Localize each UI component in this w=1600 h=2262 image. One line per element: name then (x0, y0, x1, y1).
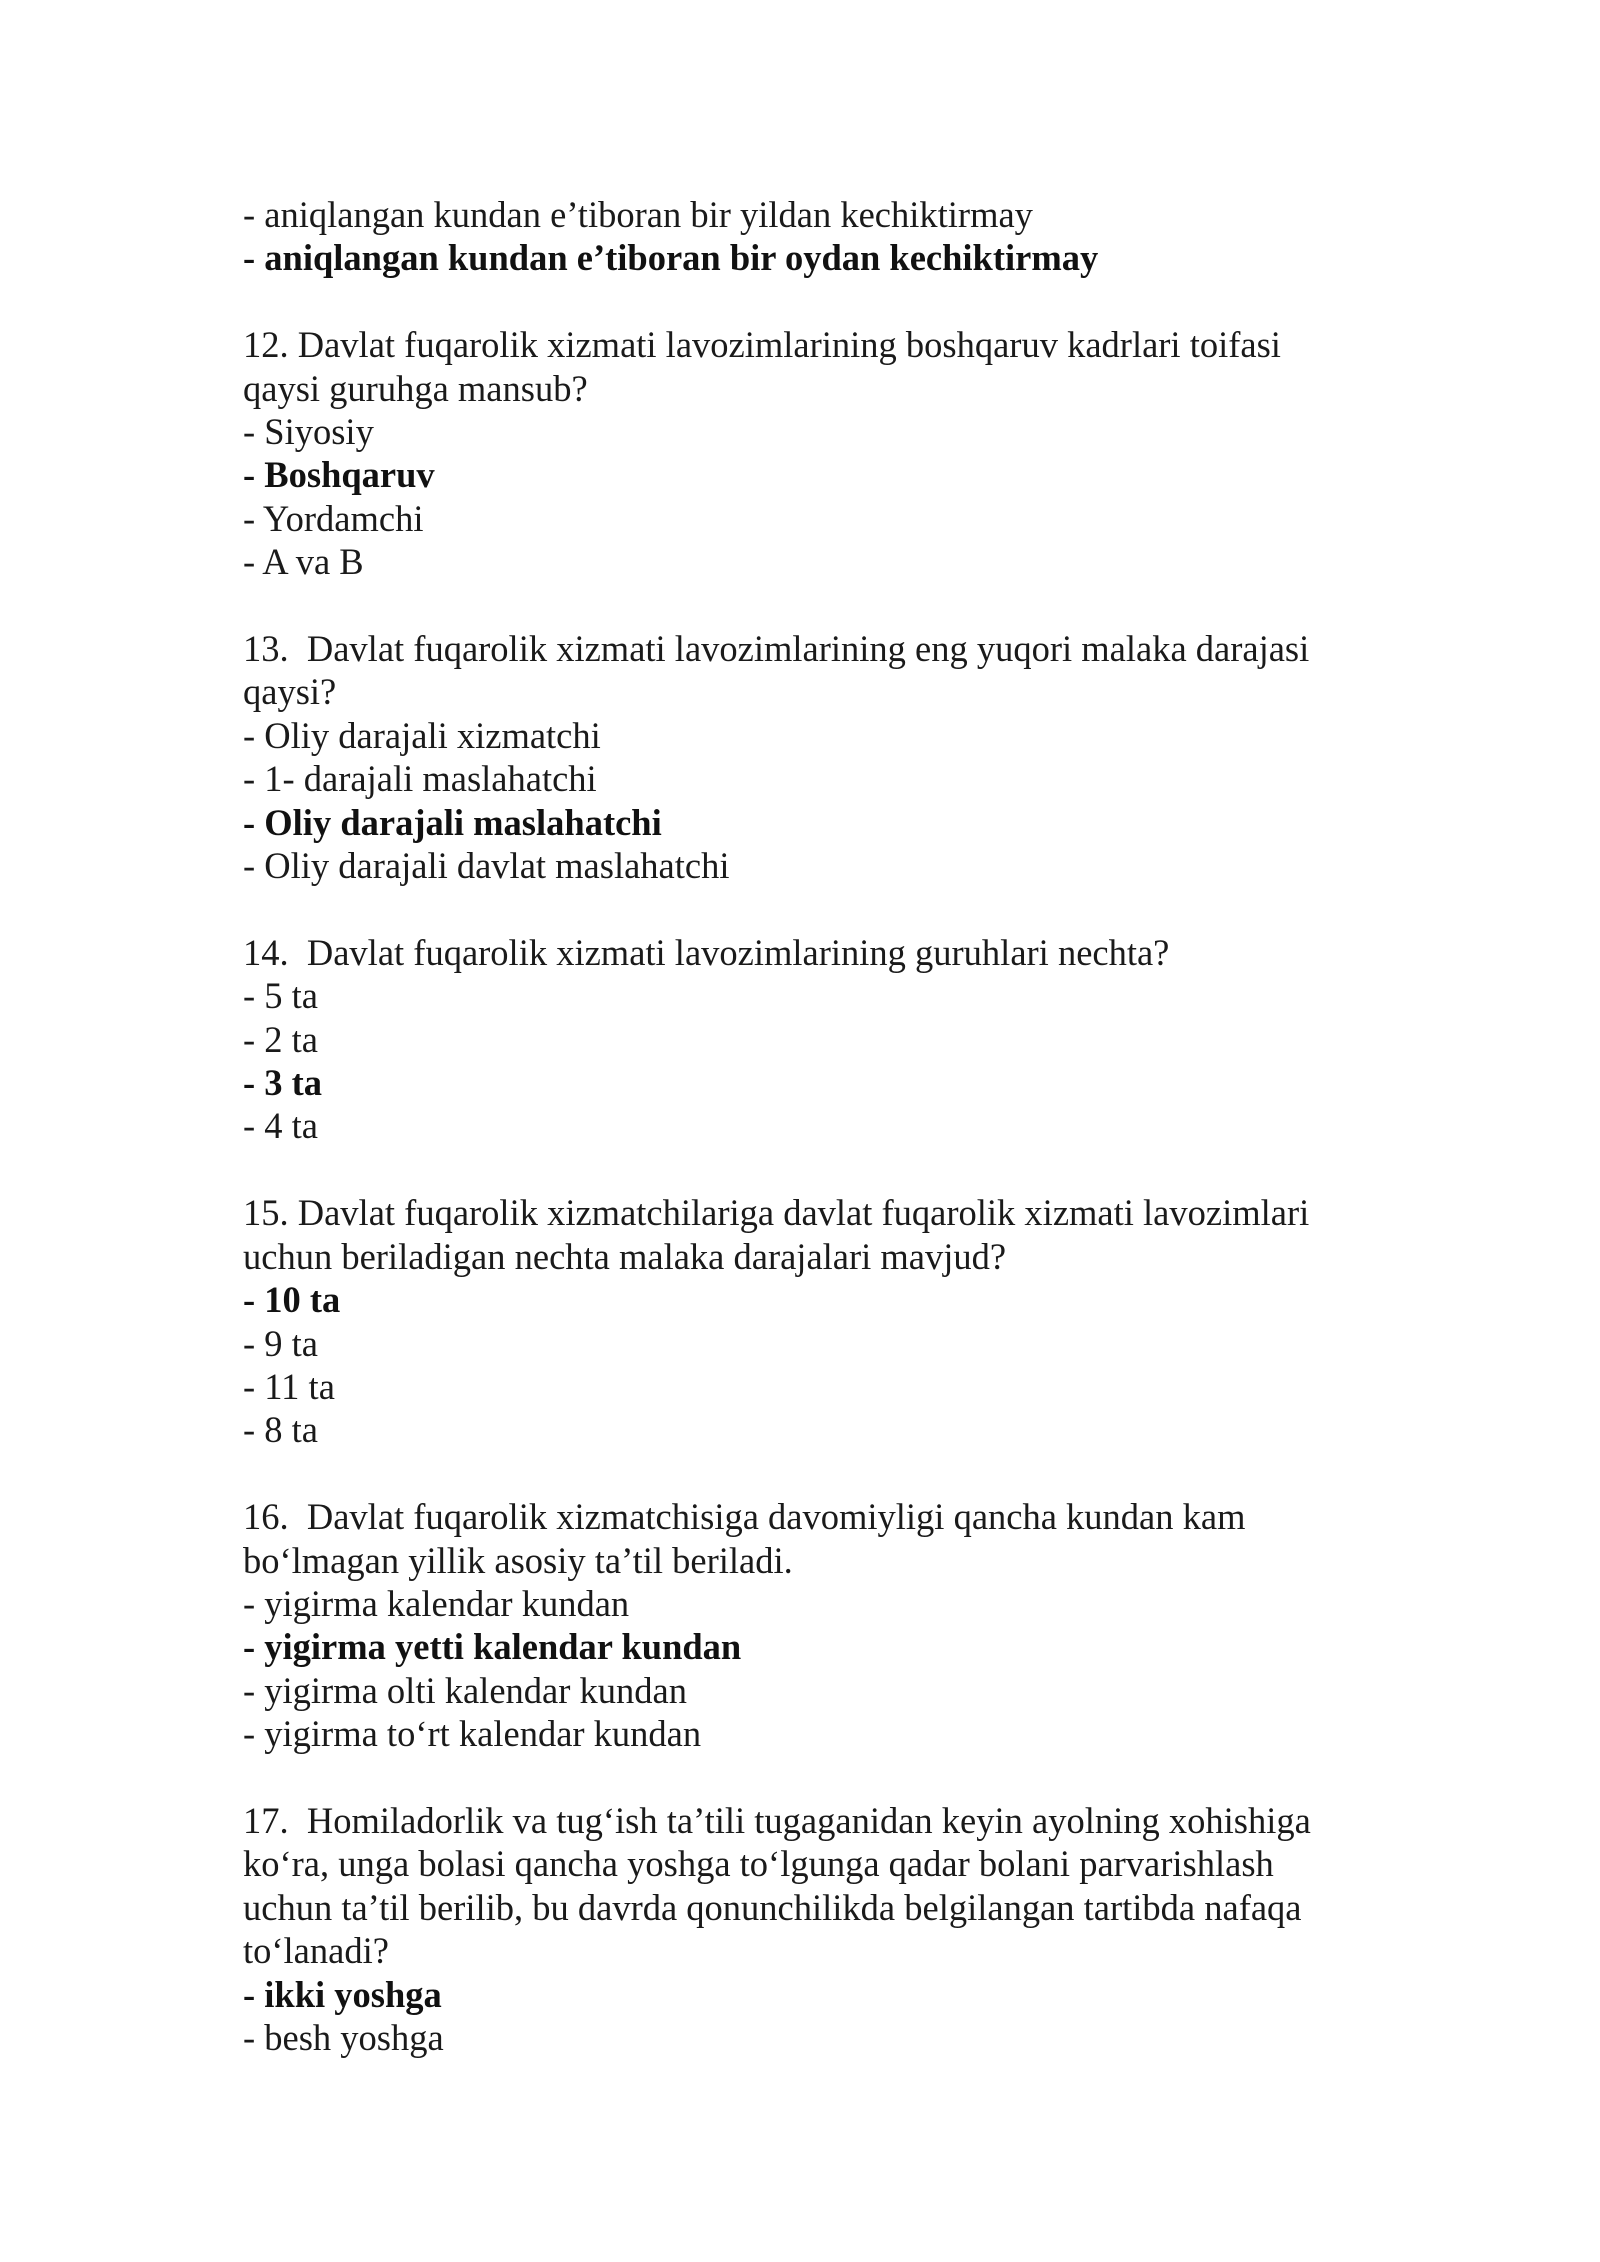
correct-option-line: - 3 ta (243, 1062, 323, 1104)
option-line: - Siyosiy (243, 411, 374, 453)
option-line: - 9 ta (243, 1322, 318, 1364)
question-text: 17. Homiladorlik va tug‘ish ta’tili tugaganidan keyin ayolning xohishiga (243, 1799, 1311, 1841)
question-text: uchun beriladigan nechta malaka darajalari mavjud? (243, 1235, 1007, 1277)
question-16 (243, 1495, 1373, 1755)
correct-option-line: - ikki yoshga (243, 1973, 442, 2015)
question-15 (243, 1191, 1373, 1451)
question-text: 14. Davlat fuqarolik xizmati lavozimlarining guruhlari nechta? (243, 931, 1170, 973)
spacer (243, 1452, 1373, 1495)
question-text: to‘lanadi? (243, 1930, 389, 1972)
question-text: 16. Davlat fuqarolik xizmatchisiga davomiyligi qancha kundan kam (243, 1496, 1246, 1538)
question-text: 12. Davlat fuqarolik xizmati lavozimlarining boshqaruv kadrlari toifasi (243, 324, 1281, 366)
correct-option-line: - yigirma yetti kalendar kundan (243, 1626, 742, 1668)
option-line: - besh yoshga (243, 2016, 444, 2058)
option-line: - A va B (243, 541, 364, 583)
question-text: ko‘ra, unga bolasi qancha yoshga to‘lgunga qadar bolani parvarishlash (243, 1843, 1274, 1885)
spacer (243, 887, 1373, 930)
question-14 (243, 931, 1373, 1148)
option-line: - yigirma to‘rt kalendar kundan (243, 1713, 702, 1755)
question-text: 15. Davlat fuqarolik xizmatchilariga davlat fuqarolik xizmati lavozimlari (243, 1192, 1310, 1234)
option-line: - aniqlangan kundan e’tiboran bir yildan kechiktirmay (243, 194, 1033, 235)
correct-option-line: - aniqlangan kundan e’tiboran bir oydan kechiktirmay (243, 237, 1099, 279)
question-text: uchun ta’til berilib, bu davrda qonunchilikda belgilangan tartibda nafaqa (243, 1886, 1302, 1928)
document-page (243, 193, 1373, 2059)
spacer (243, 584, 1373, 627)
spacer (243, 280, 1373, 323)
spacer (243, 1756, 1373, 1799)
intro-options (243, 193, 1373, 280)
question-12 (243, 323, 1373, 583)
option-line: - yigirma kalendar kundan (243, 1582, 630, 1624)
spacer (243, 1148, 1373, 1191)
option-line: - 4 ta (243, 1105, 318, 1147)
option-line: - 1- darajali maslahatchi (243, 758, 597, 800)
question-text: bo‘lmagan yillik asosiy ta’til beriladi. (243, 1539, 793, 1581)
option-line: - yigirma olti kalendar kundan (243, 1669, 687, 1711)
question-13 (243, 627, 1373, 887)
question-text: qaysi guruhga mansub? (243, 367, 588, 409)
option-line: - 8 ta (243, 1409, 318, 1451)
option-line: - Yordamchi (243, 497, 424, 539)
question-text: 13. Davlat fuqarolik xizmati lavozimlarining eng yuqori malaka darajasi (243, 628, 1310, 670)
option-line: - 11 ta (243, 1365, 335, 1407)
correct-option-line: - Oliy darajali maslahatchi (243, 801, 662, 843)
option-line: - 5 ta (243, 975, 318, 1017)
question-text: qaysi? (243, 671, 337, 713)
correct-option-line: - 10 ta (243, 1279, 341, 1321)
option-line: - 2 ta (243, 1018, 318, 1060)
option-line: - Oliy darajali xizmatchi (243, 714, 601, 756)
option-line: - Oliy darajali davlat maslahatchi (243, 845, 730, 887)
correct-option-line: - Boshqaruv (243, 454, 435, 496)
question-17 (243, 1799, 1373, 2059)
